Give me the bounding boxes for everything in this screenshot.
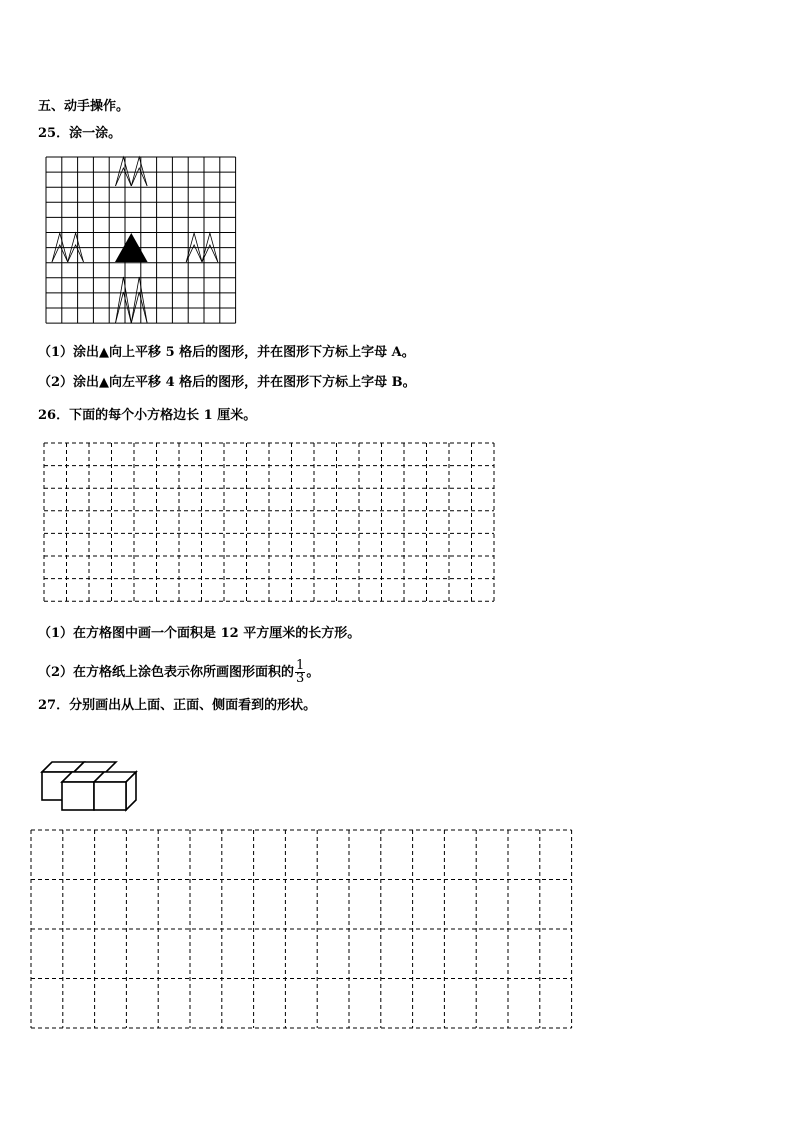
q26-sub2: （2）在方格纸上涂色表示你所画图形面积的 $\frac{1}{3}$ 。 bbox=[38, 658, 320, 686]
q25-sub1: （1）涂出▲向上平移 5 格后的图形，并在图形下方标上字母 A。 bbox=[38, 345, 415, 360]
q26-grid bbox=[42, 441, 498, 603]
q25-grid-figure bbox=[44, 155, 244, 330]
q27-cube-figure bbox=[38, 758, 148, 818]
fraction-one-third: $\frac{1}{3}$ bbox=[296, 658, 305, 686]
q26-sub1: （1）在方格图中画一个面积是 12 平方厘米的长方形。 bbox=[38, 626, 361, 641]
q27-answer-grid bbox=[29, 828, 575, 1030]
q25-title: 25．涂一涂。 bbox=[38, 126, 122, 141]
q25-sub2: （2）涂出▲向左平移 4 格后的图形，并在图形下方标上字母 B。 bbox=[38, 375, 416, 390]
q26-title: 26．下面的每个小方格边长 1 厘米。 bbox=[38, 408, 257, 423]
q27-title: 27．分别画出从上面、正面、侧面看到的形状。 bbox=[38, 698, 317, 713]
section-title: 五、动手操作。 bbox=[38, 99, 130, 114]
